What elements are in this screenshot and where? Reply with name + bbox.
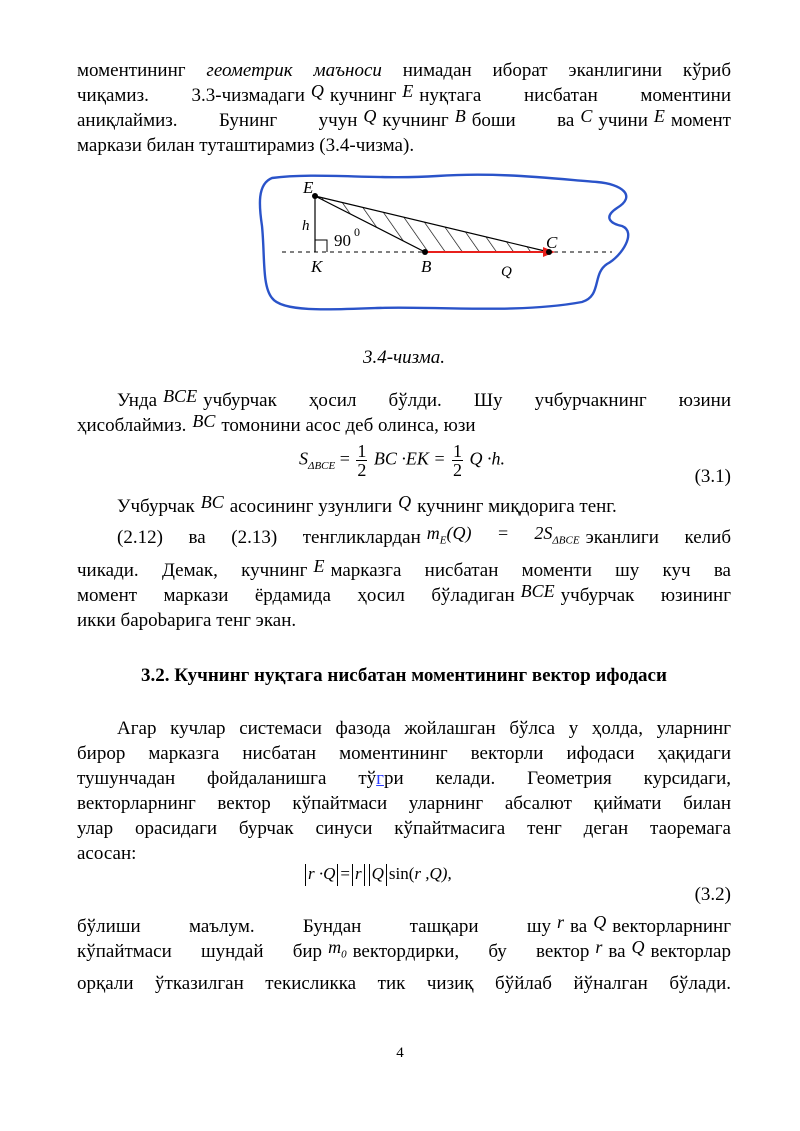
eq-equals: = [340,863,350,883]
eq-sin: sin( [388,863,415,883]
text: учини [598,110,648,131]
math-symbol: BC [192,411,216,431]
text: кучнинг миқдорига тенг. [417,496,617,517]
paragraph-1 [77,58,731,133]
label-c: C [546,233,558,252]
eq-r-abs: r [355,863,362,883]
math-symbol: B [454,106,466,126]
text: ри келади. Геометрия курсидаги, [383,767,731,789]
abs-bar [337,864,338,886]
eq-lhs: S [299,448,308,469]
paragraph-6 [77,911,731,997]
text: кучнинг [329,85,397,106]
equation-3-1-body [299,442,505,479]
eq-r: r [308,863,315,883]
label-q: Q [501,264,512,280]
point-b [422,249,428,255]
page-content [77,58,731,996]
text: нуқтага нисбатан моментини [419,85,731,106]
math-symbol: Q [398,492,412,512]
paragraph-2-line-2 [77,413,731,438]
text: улар орасидаги бурчак синуси кўпайтмасига тенг деган таоремага [77,817,731,839]
text: моментининг [77,60,207,81]
fraction-half [356,442,367,479]
paragraph-4 [77,525,731,558]
paragraph-4-last-line [77,608,731,633]
formula-middle: (Q) = 2S [446,523,553,543]
formula-subscript: E [439,534,447,547]
text: ҳисоблаймиз. [77,415,187,436]
text: марказга нисбатан моменти шу куч ва [330,559,731,581]
eq-middle: BC ·EK = [373,448,446,469]
abs-bar [369,864,370,886]
math-symbol: r [557,911,565,932]
abs-bar [386,864,387,886]
eq-dot-q: ·Q [318,863,336,883]
figure-caption: 3.4-чизма. [363,347,445,368]
equation-number: (3.1) [694,466,731,487]
formula-m: m [426,523,440,543]
math-symbol: C [580,106,593,126]
math-symbol: r [595,936,603,957]
fraction-half-2 [452,442,463,479]
fraction-denominator: 2 [357,460,367,480]
math-symbol: E [653,106,665,126]
paragraph-4-lines [77,555,732,608]
text: векторларнинг вектор кўпайтмаси уларнинг абсалют қиймати билан [77,792,731,814]
eq-q-abs: Q [371,863,384,883]
text: томонини асос деб олинса, юзи [221,415,476,436]
equation-3-1 [77,438,731,494]
text: вектордирки, бу вектор [352,940,590,962]
abs-bar [352,864,353,886]
fraction-numerator: 1 [453,441,463,461]
paragraph-1-last-line [77,133,731,158]
math-symbol: Q [363,106,377,126]
text: боши ва [471,110,575,131]
triangle-diagram [77,166,731,336]
inline-formula [421,523,586,547]
section-heading: 3.2. Кучнинг нуқтага нисбатан моментининг вектор ифодаси [141,664,667,686]
text: чиқамиз. 3.3-чизмадаги [77,85,305,106]
fraction-numerator: 1 [357,441,367,461]
text: икки барobарига тенг экан. [77,609,297,631]
m0-subscript: 0 [341,948,347,961]
formula-subscript-2: ΔBCE [552,534,580,547]
label-angle: 90 [334,231,351,250]
label-k: K [311,257,323,276]
label-angle-degree: 0 [354,225,360,239]
figure-3-4 [77,166,731,336]
m0-letter: m [328,936,342,957]
math-symbol: BC [200,492,224,512]
label-h: h [302,218,310,234]
text: векторларнинг [612,915,731,937]
math-symbol: BCE [163,386,198,406]
text: кўпайтмаси шундай бир [77,940,323,962]
text: векторлар [650,940,731,962]
text: чикади. Демак, кучнинг [77,559,308,581]
text: бўлиши маълум. Бундан ташқари шу [77,915,552,937]
math-symbol: E [313,555,325,576]
equation-3-2 [77,863,731,914]
math-symbol: Q [310,81,324,101]
text: учбурчак юзининг [560,584,732,606]
emphasis-text: геометрик маъноси [206,60,382,81]
paragraph-5 [77,716,731,841]
math-symbol: E [402,81,414,101]
text: (2.12) ва (2.13) тенгликлардан [117,527,421,548]
fraction-denominator: 2 [453,460,463,480]
paragraph-5-last-line [77,841,731,866]
eq-rhs: Q ·h. [469,448,506,469]
text: эканлиги келиб [585,527,731,548]
text: Агар кучлар системаси фазода жойлашган бўлса у ҳолда, уларнинг [117,717,731,739]
text: маркази билан туташтирамиз (3.4-чизма). [77,135,415,156]
text: ва [570,915,588,937]
text: момент [670,110,731,131]
paragraph-2 [77,388,731,413]
text: учбурчак ҳосил бўлди. Шу учбурчакнинг юзини [203,390,731,411]
right-angle-mark [315,240,327,252]
text: кучнинг [382,110,449,131]
text: Унда [117,390,158,411]
eq-sin-args: r ,Q), [414,863,452,883]
text: нимадан иборат эканлигини кўриб [381,60,731,81]
text: момент маркази ёрдамида ҳосил бўладиган [77,584,515,606]
text: ва [608,940,626,962]
text: бирор марказга нисбатан моментининг векторли ифодаси ҳақидаги [77,742,731,764]
math-symbol: Q [593,911,607,932]
label-e: E [303,178,314,197]
text: тушунчадан фойдаланишга тў [77,767,377,789]
equation-3-2-body [303,864,452,886]
math-symbol: BCE [520,580,555,601]
equation-number: (3.2) [694,883,731,905]
abs-bar [305,864,306,886]
label-b: B [421,257,432,276]
text: асосининг узунлиги [229,496,393,517]
math-symbol-m0 [322,936,353,961]
hyperlink-letter[interactable]: г [376,767,384,789]
paragraph-3 [77,494,731,519]
page-number: 4 [396,1045,404,1061]
math-symbol: Q [631,936,645,957]
eq-equals: = [339,448,350,469]
eq-lhs-subscript: ΔBCE [308,460,336,473]
abs-bar [364,864,365,886]
text: орқали ўтказилган текисликка тик чизиқ бўйлаб йўналган бўлади. [77,973,731,995]
text: Учбурчак [117,496,195,517]
text: аниқлаймиз. Бунинг учун [77,110,358,131]
text: асосан: [77,842,137,864]
